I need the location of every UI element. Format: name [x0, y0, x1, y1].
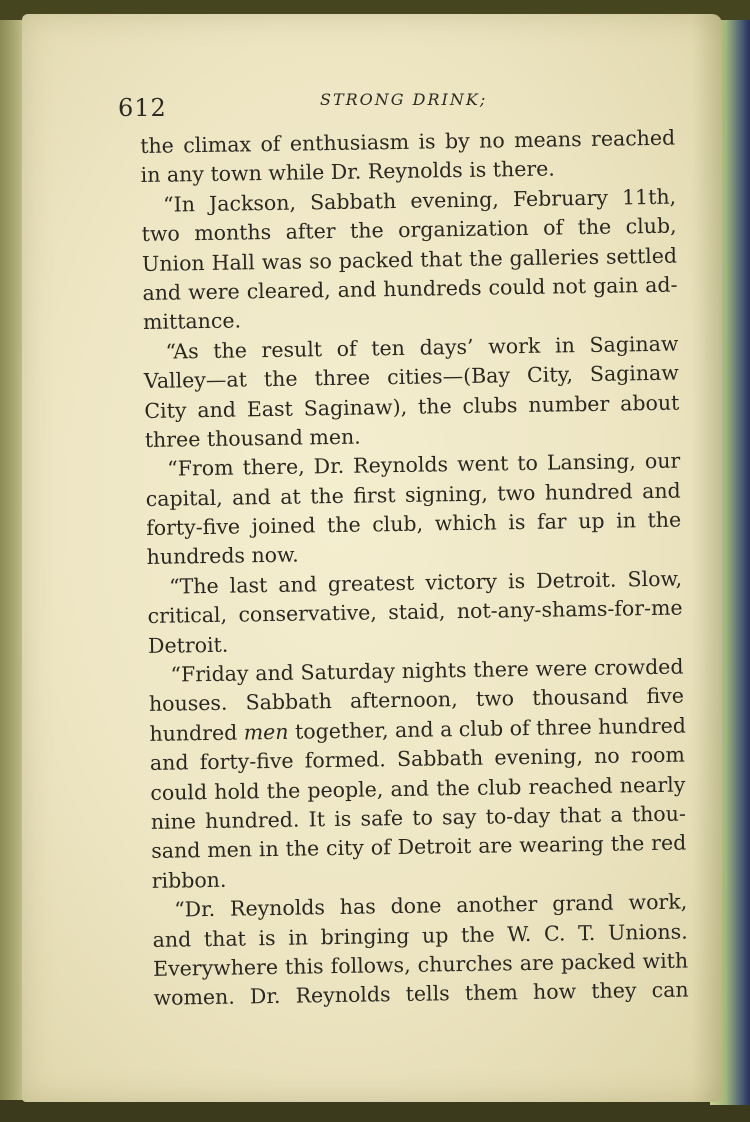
text-line: Valley—at the three cities—(Bay City, Saginaw [143, 360, 680, 394]
page-gutter-shadow [692, 14, 722, 1102]
text-line: Detroit. [147, 632, 229, 658]
text-line: Union Hall was so packed that the galleries settled [141, 243, 678, 276]
text-line: ribbon. [151, 867, 227, 893]
emphasized-word: men [243, 719, 289, 745]
body-text [140, 124, 689, 1014]
text-line: and that is in bringing up the W. C. T. Unions. [152, 919, 688, 952]
text-line: “Dr. Reynolds has done another grand work, [174, 889, 688, 922]
text-line: sand men in the city of Detroit are wearing the red [151, 830, 687, 864]
text-line: “From there, Dr. Reynolds went to Lansing, our [167, 448, 681, 481]
text-line: City and East Saginaw), the clubs number about [144, 390, 680, 423]
text-line: two months after the organization of the club, [141, 213, 677, 247]
text-line: “As the result of ten days’ work in Saginaw [165, 331, 679, 364]
text-line: capital, and at the first signing, two hundred and [145, 478, 681, 511]
page-number: 612 [118, 94, 167, 122]
line-text-before: hundred [149, 720, 244, 746]
line-text-after: together, and a club of three hundred [288, 713, 687, 744]
text-line: Everywhere this follows, churches are packed with [152, 948, 689, 981]
text-line: nine hundred. It is safe to say to-day that a thou- [150, 801, 686, 834]
text-line: critical, conservative, staid, not-any-shams-for-me [147, 595, 683, 629]
running-head: STRONG DRINK; [320, 90, 488, 109]
text-line: could hold the people, and the club reached nearly [150, 772, 686, 805]
text-line: women. Dr. Reynolds tells them how they can [153, 977, 689, 1011]
text-line: houses. Sabbath afternoon, two thousand five [148, 683, 685, 717]
text-line: “The last and greatest victory is Detroit. Slow, [168, 566, 683, 599]
text-line: three thousand men. [144, 424, 361, 452]
page-header [115, 82, 645, 122]
text-line: in any town while Dr. Reynolds is there. [140, 156, 556, 188]
text-line: and forty-five formed. Sabbath evening, no room [149, 742, 686, 776]
text-line: hundreds now. [146, 543, 299, 570]
text-line: forty-five joined the club, which is far up in the [146, 507, 682, 541]
text-line: the climax of enthusiasm is by no means reached [140, 125, 676, 158]
text-line: “In Jackson, Sabbath evening, February 11th, [162, 184, 677, 217]
text-line: and were cleared, and hundreds could not gain ad- [142, 272, 678, 305]
text-line: mittance. [142, 308, 242, 335]
text-line: “Friday and Saturday nights there were crowded [170, 654, 684, 687]
